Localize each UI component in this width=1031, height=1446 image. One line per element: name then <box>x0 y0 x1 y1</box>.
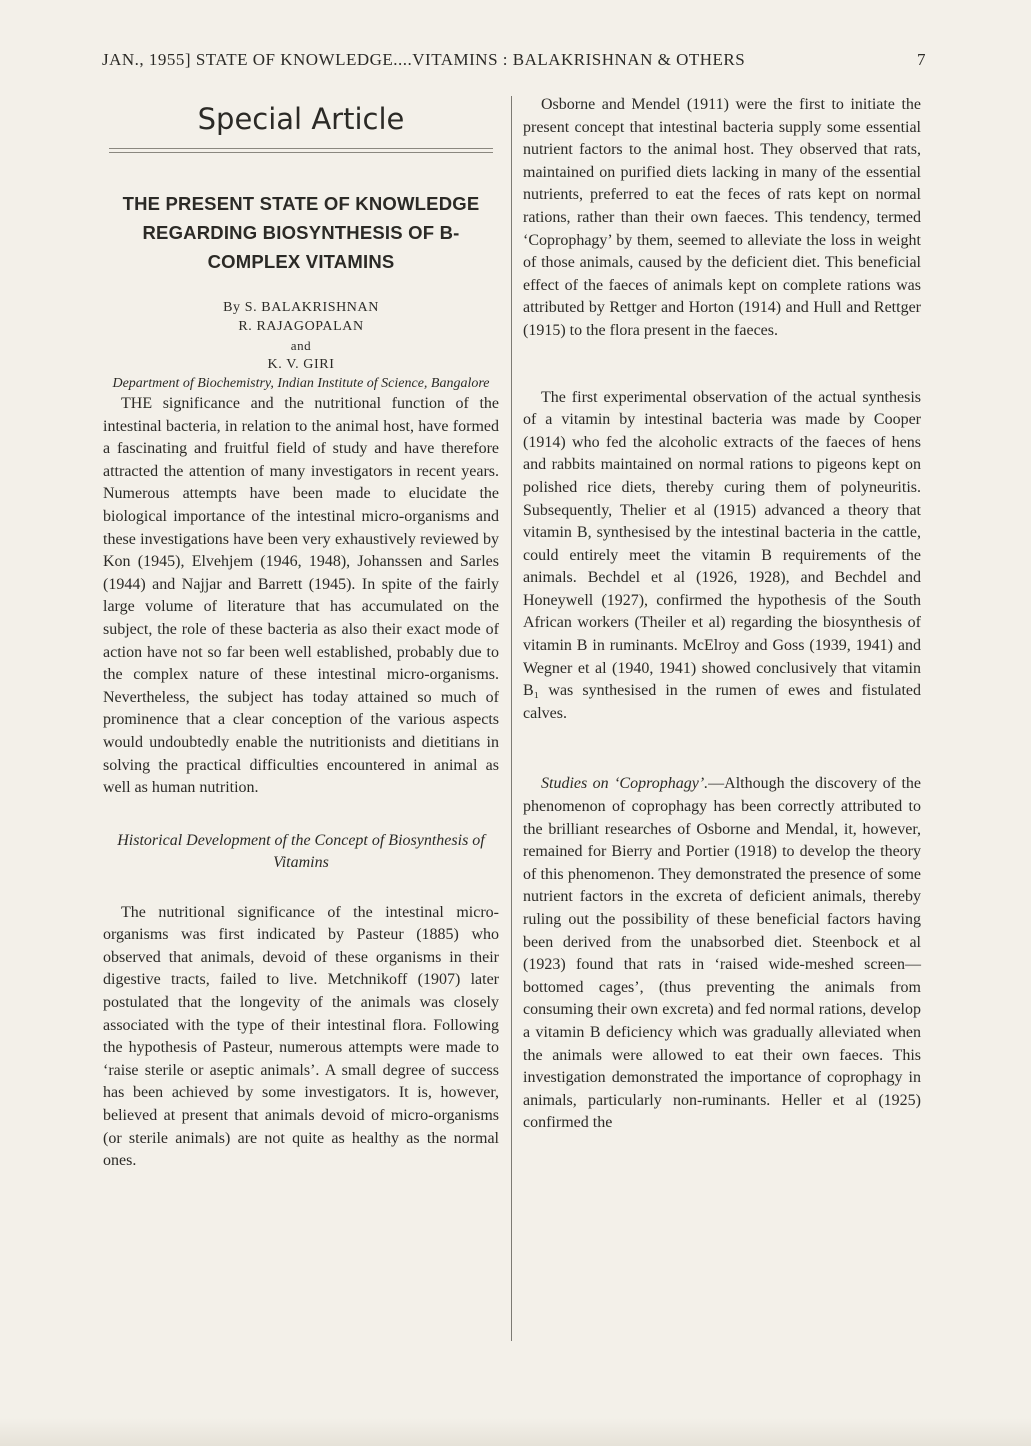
running-head <box>102 50 930 72</box>
author-3: K. V. GIRI <box>267 357 335 372</box>
coprophagy-run-in-heading: Studies on ‘Coprophagy’. <box>541 775 709 793</box>
section-label: Special Article <box>197 102 405 136</box>
cooper-paragraph: The first experimental observation of the actual synthesis of a vitamin by intestinal bacteria was made by Cooper (1914) who fed the alcoholic extracts of the faeces of hens and rabbits maintained on normal rations to pigeons kept on polished rice diets, thereby curing them of polyneuritis. Subsequently, Thelier et al (1915) advanced a theory that vitamin B, synthesised by the intestinal bacteria in the cattle, could entirely meet the vitamin B requirements of the animals. Bechdel et al (1926, 1928), and Bechdel and Honeywell (1927), confirmed the hypothesis of the South African workers (Theiler et al) regarding the biosynthesis of vitamin B in ruminants. McElroy and Goss (1939, 1941) and Wegner et al (1940, 1941) showed conclusively that vitamin B₁ was synthesised in the rumen of ewes and fistulated calves. <box>523 388 921 722</box>
coprophagy-paragraph <box>523 773 921 1135</box>
left-column <box>103 92 499 1173</box>
osborne-paragraph: Osborne and Mendel (1911) were the first to initiate the present concept that intestinal bacteria supply some essential nutrient factors to the animal host. They observed that rats, maintained on purified diets lacking in many of the essential nutrients, preferred to eat the feces of rats kept on normal rations, rather than their own faeces. This tendency, termed ‘Coprophagy’ by them, seemed to alleviate the loss in weight of those animals, caused by the deficient diet. This beneficial effect of the faeces of animals kept on complete rations was attributed by Rettger and Horton (1914) and Hull and Rettger (1915) to the flora present in the faeces. <box>523 96 921 339</box>
author-conjunction: and <box>290 338 312 353</box>
running-head-text: JAN., 1955] STATE OF KNOWLEDGE....VITAMINS : BALAKRISHNAN & OTHERS <box>102 50 746 69</box>
column-divider <box>511 96 512 1341</box>
intro-lead-word: THE <box>121 395 153 412</box>
author-1: By S. BALAKRISHNAN <box>223 300 379 315</box>
page-number: 7 <box>917 50 926 69</box>
affiliation: Department of Biochemistry, Indian Institute of Science, Bangalore <box>112 376 490 391</box>
history-paragraph: The nutritional significance of the intestinal micro-organisms was first indicated by Pasteur (1885) who observed that animals, devoid of these organisms in their digestive tracts, failed to live. Metchnikoff (1907) later postulated that the longevity of the animals was closely associated with the type of their intestinal flora. Following the hypothesis of Pasteur, numerous attempts were made to ‘raise sterile or aseptic animals’. A small degree of success has been achieved by some investigators. It is, however, believed at present that animals devoid of micro-organisms (or sterile animals) are not quite as healthy as the normal ones. <box>103 903 499 1170</box>
byline <box>103 298 499 374</box>
intro-text: significance and the nutritional function of the intestinal bacteria, in relation to the animal host, have formed a fascinating and fruitful field of study and have therefore attracted the attention of many investigators in recent years. Numerous attempts have been made to elucidate the biological importance of the intestinal micro-organisms and these investigations have been very exhaustively reviewed by Kon (1945), Elvehjem (1946, 1948), Johanssen and Sarles (1944) and Najjar and Barrett (1945). In spite of the fairly large volume of literature that has accumulated on the subject, the role of these bacteria as also their exact mode of action have not so far been well established, probably due to the complex nature of these intestinal micro-organisms. Nevertheless, the subject has today attained so much of prominence that a clear conception of the various aspects would undoubtedly enable the nutritionists and dietitians in solving the practical difficulties encountered in animal as well as human nutrition. <box>103 395 499 797</box>
article-title: THE PRESENT STATE OF KNOWLEDGE REGARDING BIOSYNTHESIS OF B-COMPLEX VITAMINS <box>122 193 480 272</box>
intro-paragraph <box>103 393 499 800</box>
page-bottom-edge <box>0 1418 1031 1446</box>
right-column <box>523 94 921 1135</box>
coprophagy-text: —Although the discovery of the phenomenon of coprophagy has been correctly attributed to the brilliant researches of Osborne and Mendal, it, however, remained for Bierry and Portier (1918) to develop the theory of this phenomenon. They demonstrated the presence of some nutrient factors in the excreta of deficient animals, thereby ruling out the possibility of these beneficial factors having been derived from the unabsorbed diet. Steenbock et al (1923) found that rats in ‘raised wide-meshed screen—bottomed cages’, (thus preventing the animals from consuming their own excreta) and fed normal rations, develop a vitamin B deficiency which was gradually alleviated when the animals were allowed to eat their own faeces. This investigation demonstrated the importance of coprophagy in animals, particularly non-ruminants. Heller et al (1925) confirmed the <box>523 775 922 1132</box>
title-rule <box>109 148 493 153</box>
author-2: R. RAJAGOPALAN <box>238 319 364 334</box>
section-subheading: Historical Development of the Concept of Biosynthesis of Vitamins <box>117 831 485 871</box>
